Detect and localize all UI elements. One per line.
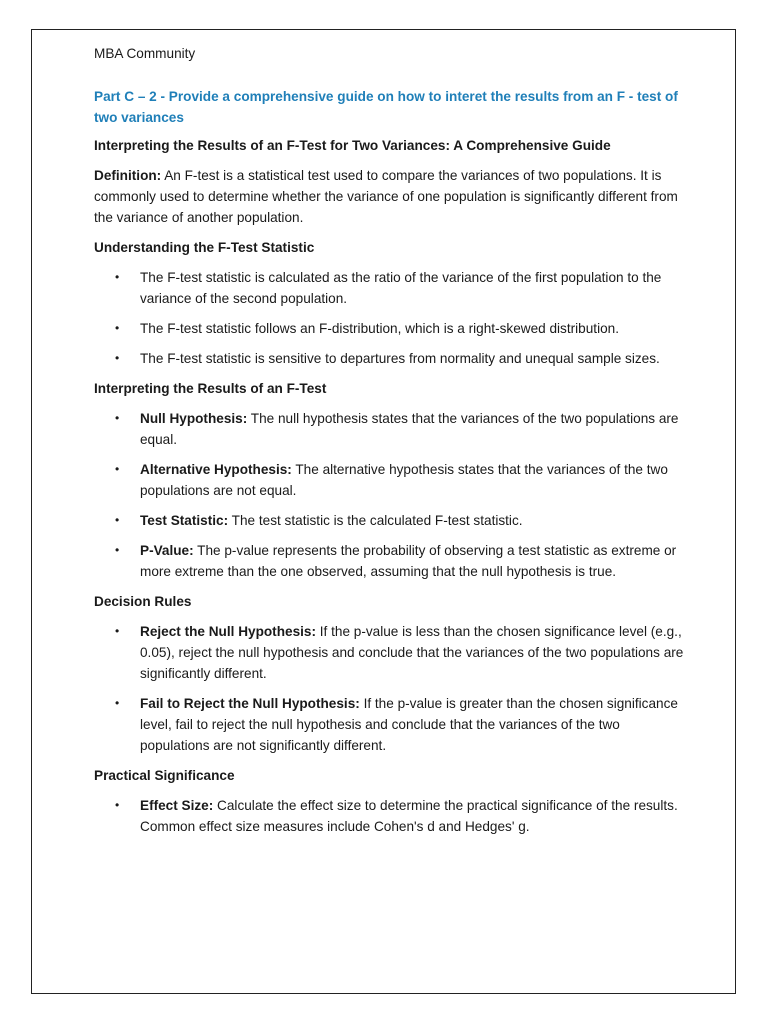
list-item (94, 621, 684, 684)
list-item-text: The F-test statistic follows an F-distribution, which is a right-skewed distribution. (140, 321, 619, 336)
list-item (94, 693, 684, 756)
definition-label: Definition: (94, 168, 162, 183)
bullet-icon: • (115, 624, 120, 638)
list-item (94, 510, 684, 531)
list-item-text: The alternative hypothesis states that the variances of the two populations are not equal. (140, 462, 668, 498)
list-item-label: Alternative Hypothesis: (140, 462, 292, 477)
page-header: MBA Community (94, 46, 196, 61)
bullet-icon: • (115, 798, 120, 812)
list-item-label: P-Value: (140, 543, 194, 558)
bullet-icon: • (115, 543, 120, 557)
bullet-icon: • (115, 462, 120, 476)
list-item-text: The test statistic is the calculated F-test statistic. (228, 513, 523, 528)
list-item (94, 408, 684, 450)
definition-text: An F-test is a statistical test used to compare the variances of two populations. It is commonly used to determine whether the variance of one population is significantly different from the variance of another population. (94, 168, 678, 225)
list-item-label: Fail to Reject the Null Hypothesis: (140, 696, 360, 711)
list-item-text: If the p-value is less than the chosen significance level (e.g., 0.05), reject the null hypothesis and conclude that the variances of the two populations are significantly different. (140, 624, 684, 681)
bullet-icon: • (115, 321, 120, 335)
list-item (94, 318, 684, 339)
document-page (31, 29, 736, 994)
bullet-list (94, 795, 684, 837)
list-item (94, 540, 684, 582)
bullet-list (94, 267, 684, 369)
definition-paragraph (94, 165, 684, 228)
bullet-list (94, 408, 684, 582)
list-item (94, 348, 684, 369)
page-content (94, 43, 684, 846)
bullet-icon: • (115, 696, 120, 710)
list-item-text: Calculate the effect size to determine the practical significance of the results. Common effect size measures include Cohen's d and Hedges' g. (140, 798, 678, 834)
section-heading: Interpreting the Results of an F-Test (94, 381, 327, 396)
part-title: Part C – 2 - Provide a comprehensive guide on how to interet the results from an F - test of two variances (94, 89, 678, 125)
list-item-label: Null Hypothesis: (140, 411, 248, 426)
section-heading: Decision Rules (94, 594, 192, 609)
list-item-label: Test Statistic: (140, 513, 229, 528)
bullet-icon: • (115, 411, 120, 425)
bullet-icon: • (115, 270, 120, 284)
list-item-label: Reject the Null Hypothesis: (140, 624, 316, 639)
list-item-text: The null hypothesis states that the variances of the two populations are equal. (140, 411, 679, 447)
list-item (94, 459, 684, 501)
main-title: Interpreting the Results of an F-Test for Two Variances: A Comprehensive Guide (94, 138, 611, 153)
bullet-list (94, 621, 684, 756)
bullet-icon: • (115, 351, 120, 365)
list-item-text: If the p-value is greater than the chosen significance level, fail to reject the null hypothesis and conclude that the variances of the two populations are not significantly different. (140, 696, 678, 753)
list-item-text: The F-test statistic is calculated as the ratio of the variance of the first population to the variance of the second population. (140, 270, 662, 306)
section-heading: Understanding the F-Test Statistic (94, 240, 315, 255)
list-item-text: The F-test statistic is sensitive to departures from normality and unequal sample sizes. (140, 351, 660, 366)
list-item (94, 267, 684, 309)
bullet-icon: • (115, 513, 120, 527)
list-item-label: Effect Size: (140, 798, 214, 813)
section-heading: Practical Significance (94, 768, 235, 783)
list-item-text: The p-value represents the probability of observing a test statistic as extreme or more extreme than the one observed, assuming that the null hypothesis is true. (140, 543, 677, 579)
list-item (94, 795, 684, 837)
